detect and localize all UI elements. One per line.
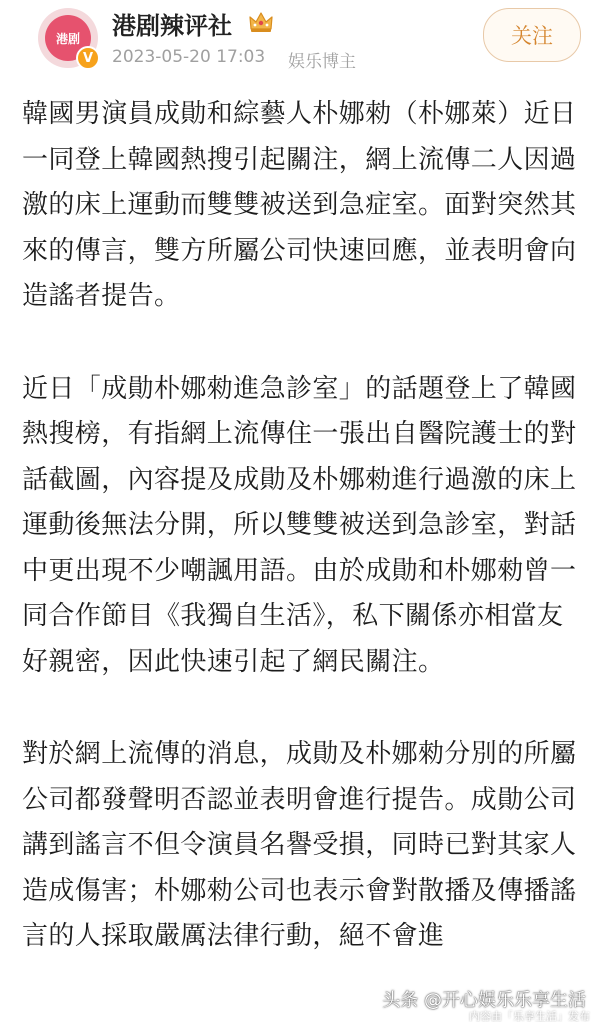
author-avatar[interactable]	[38, 8, 98, 68]
watermark-subtext: 内容由「乐享生活」发布	[469, 1010, 590, 1022]
article-paragraph: 對於網上流傳的消息，成勛及朴娜勑分別的所屬公司都發聲明否認並表明會進行提告。成勛公司講到謠言不但令演員名譽受損，同時已對其家人造成傷害；朴娜勑公司也表示會對散播及傳播謠言的人採取嚴厲法律行動，絕不會進	[22, 739, 577, 951]
crown-icon	[248, 10, 274, 34]
paragraph-spacer	[22, 320, 578, 367]
post-timestamp: 2023-05-20 17:03	[112, 47, 266, 67]
post-header	[0, 0, 600, 80]
author-category-tag: 娱乐博主	[288, 52, 356, 72]
paragraph-spacer	[22, 685, 578, 732]
verified-badge-icon: V	[76, 46, 100, 70]
follow-button[interactable]: 关注	[483, 8, 581, 62]
avatar-logo-text: 港剧	[45, 15, 91, 61]
account-name[interactable]: 港剧辣评社	[112, 12, 232, 40]
watermark: 头条 @开心娱乐乐享生活	[382, 990, 586, 1011]
article-paragraph: 韓國男演員成勛和綜藝人朴娜勑（朴娜萊）近日一同登上韓國熱搜引起關注，網上流傳二人因過激的床上運動而雙雙被送到急症室。面對突然其來的傳言，雙方所屬公司快速回應，並表明會向造謠者提告。	[22, 99, 577, 311]
article-body	[22, 92, 578, 960]
article-paragraph: 近日「成勛朴娜勑進急診室」的話題登上了韓國熱搜榜，有指網上流傳住一張出自醫院護士的對話截圖，內容提及成勛及朴娜勑進行過激的床上運動後無法分開，所以雙雙被送到急診室，對話中更出現不少嘲諷用語。由於成勛和朴娜勑曾一同合作節目《我獨自生活》，私下關係亦相當友好親密，因此快速引起了網民關注。	[22, 373, 577, 677]
